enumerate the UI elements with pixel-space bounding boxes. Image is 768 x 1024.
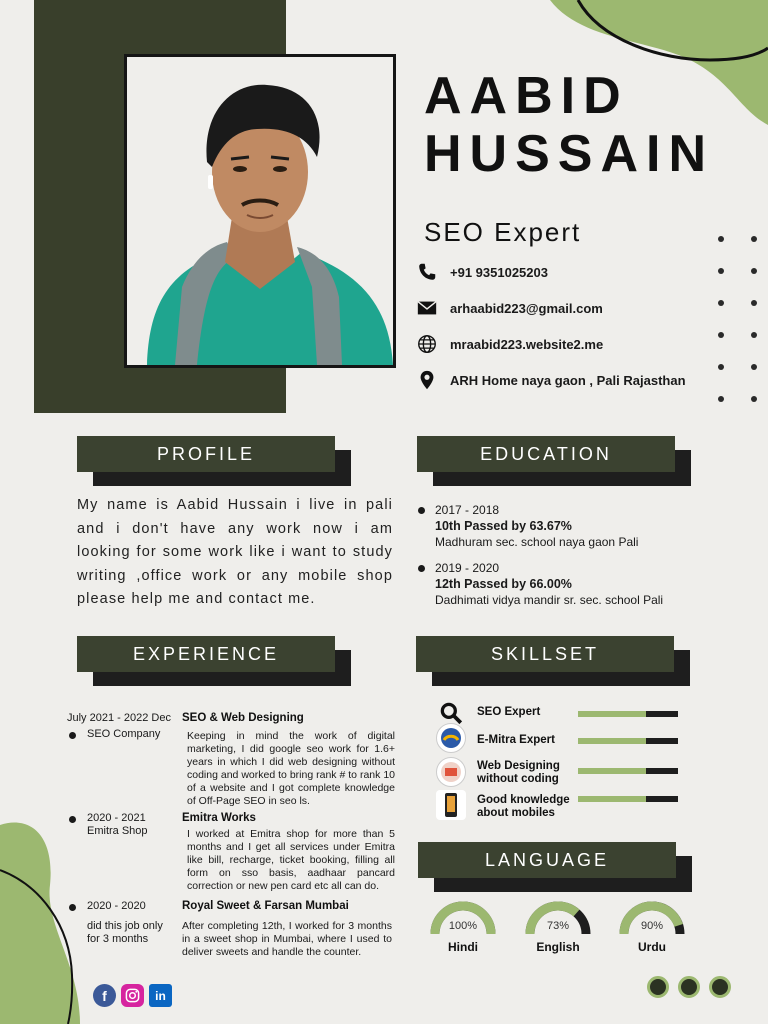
instagram-icon[interactable] xyxy=(121,984,144,1007)
experience-date: 2020 - 2021 xyxy=(87,812,146,824)
candidate-name xyxy=(424,66,714,184)
skill-bar xyxy=(578,711,678,717)
language-gauge xyxy=(428,900,498,960)
website-url: mraabid223.website2.me xyxy=(450,336,604,352)
experience-date: July 2021 - 2022 Dec xyxy=(67,712,171,724)
gauge-arc xyxy=(428,900,498,938)
experience-title: Royal Sweet & Farsan Mumbai xyxy=(182,900,349,912)
education-result: 12th Passed by 66.00% xyxy=(435,577,572,591)
language-name: Urdu xyxy=(638,940,666,954)
bullet-dot xyxy=(69,732,76,739)
skill-bar-fill xyxy=(578,768,646,774)
name-first: AABID xyxy=(424,67,629,125)
web-design-icon xyxy=(436,757,466,787)
section-header-profile: PROFILE xyxy=(77,436,351,486)
decorative-dot-grid xyxy=(718,236,762,406)
mail-icon xyxy=(416,297,438,319)
contact-website[interactable] xyxy=(416,332,716,356)
decorative-blob-bottom-left xyxy=(0,815,100,1024)
skill-row xyxy=(436,723,686,753)
phone-number: +91 9351025203 xyxy=(450,264,548,280)
skill-label: E-Mitra Expert xyxy=(477,734,555,746)
phone-icon xyxy=(416,261,438,283)
emitra-logo-icon xyxy=(436,723,466,753)
email-address: arhaabid223@gmail.com xyxy=(450,300,603,316)
language-percent: 73% xyxy=(546,920,570,932)
experience-org: SEO Company xyxy=(87,728,161,740)
experience-description: Keeping in mind the work of digital marketing, I did google seo work for 1.6+ years in which I did web designing without coding and worked to bring rank # to rank 10 of a website and I got complete knowledge of Off-Page SEO in seo ls. xyxy=(187,730,395,807)
gauge-arc xyxy=(617,900,687,938)
section-header-experience: EXPERIENCE xyxy=(77,636,351,686)
education-school: Dadhimati vidya mandir sr. sec. school Pali xyxy=(435,593,664,607)
facebook-icon[interactable]: f xyxy=(93,984,116,1007)
language-gauge xyxy=(523,900,593,960)
education-years: 2019 - 2020 xyxy=(435,561,500,575)
education-result: 10th Passed by 63.67% xyxy=(435,519,572,533)
address-text: ARH Home naya gaon , Pali Rajasthan xyxy=(450,372,686,388)
decorative-circle xyxy=(647,976,669,998)
skill-row xyxy=(436,790,686,820)
skill-bar-fill xyxy=(578,796,646,802)
job-title: SEO Expert xyxy=(424,217,582,247)
decorative-circle xyxy=(678,976,700,998)
bullet-dot xyxy=(69,904,76,911)
name-last: HUSSAIN xyxy=(424,125,715,183)
education-years: 2017 - 2018 xyxy=(435,503,500,517)
decorative-circles xyxy=(647,976,731,998)
skill-bar xyxy=(578,738,678,744)
mobile-phone-icon xyxy=(436,790,466,820)
skill-label: Web Designing without coding xyxy=(477,760,560,785)
profile-photo xyxy=(124,54,396,368)
bullet-dot xyxy=(69,816,76,823)
experience-org: did this job only for 3 months xyxy=(87,920,163,945)
person-portrait-illustration xyxy=(127,57,393,365)
experience-description: I worked at Emitra shop for more than 5 months and I get all services under Emitra like bill, recharge, ticket booking, filling all form on sso basis, aadhaar pancard correction or new pen card etc all can do. xyxy=(187,828,395,892)
experience-org: Emitra Shop xyxy=(87,825,148,837)
skill-label: Good knowledge about mobiles xyxy=(477,794,570,819)
education-item xyxy=(418,502,718,550)
location-pin-icon xyxy=(416,369,438,391)
skill-bar xyxy=(578,796,678,802)
language-name: English xyxy=(536,940,580,954)
contact-email[interactable] xyxy=(416,296,716,320)
experience-title: SEO & Web Designing xyxy=(182,712,304,724)
section-header-skillset: SKILLSET xyxy=(416,636,690,686)
globe-icon xyxy=(416,333,438,355)
skill-label: SEO Expert xyxy=(477,706,541,718)
gauge-arc xyxy=(523,900,593,938)
decorative-circle xyxy=(709,976,731,998)
section-header-language: LANGUAGE xyxy=(418,842,692,892)
social-links xyxy=(93,984,172,1007)
skill-bar-fill xyxy=(578,711,646,717)
experience-description: After completing 12th, I worked for 3 months in a sweet shop in Mumbai, where I used to deliver sweets and handle the counter. xyxy=(182,920,392,958)
contact-phone[interactable] xyxy=(416,260,716,284)
profile-description: My name is Aabid Hussain i live in pali and i don't have any work now i am looking for some work like i want to study writing ,office work or any mobile shop please help me and contact me. xyxy=(77,497,393,607)
language-gauge xyxy=(617,900,687,960)
skill-row xyxy=(436,757,686,787)
section-header-education: EDUCATION xyxy=(417,436,691,486)
skill-bar-fill xyxy=(578,738,646,744)
bullet-dot xyxy=(418,565,425,572)
education-school: Madhuram sec. school naya gaon Pali xyxy=(435,535,639,549)
skill-bar xyxy=(578,768,678,774)
linkedin-icon[interactable]: in xyxy=(149,984,172,1007)
language-percent: 100% xyxy=(448,920,478,932)
contact-address xyxy=(416,368,716,392)
education-item xyxy=(418,560,718,608)
experience-date: 2020 - 2020 xyxy=(87,900,146,912)
language-name: Hindi xyxy=(448,940,478,954)
experience-title: Emitra Works xyxy=(182,812,256,824)
bullet-dot xyxy=(418,507,425,514)
language-percent: 90% xyxy=(640,920,664,932)
